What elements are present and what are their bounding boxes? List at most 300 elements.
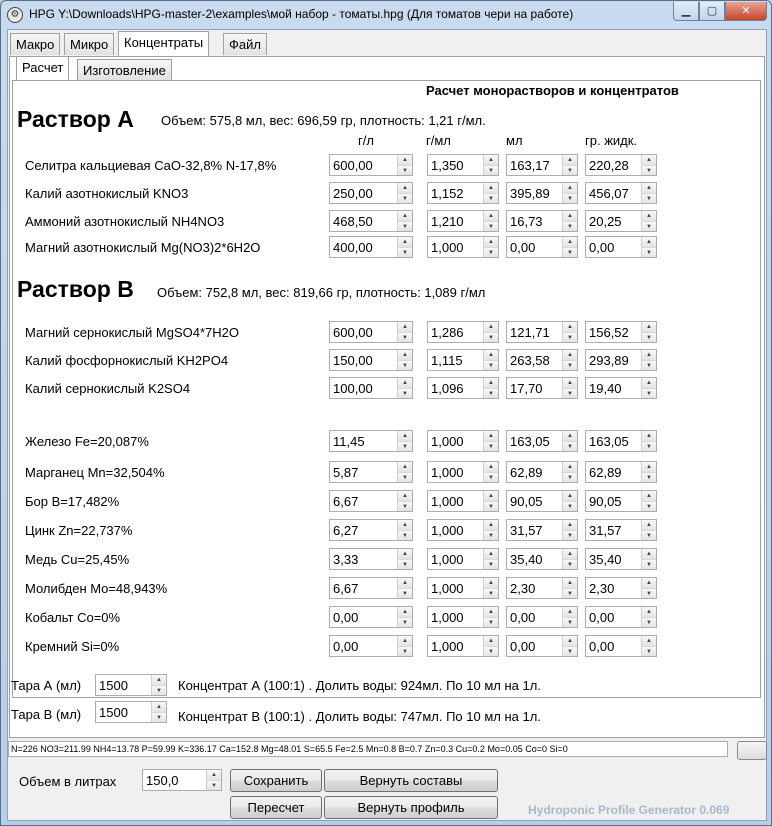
spinbox-g-ml[interactable] (427, 635, 499, 657)
spin-down-icon[interactable]: ▼ (562, 588, 577, 598)
spin-down-icon[interactable]: ▼ (151, 712, 166, 722)
value-input-g-l[interactable] (330, 491, 397, 511)
tara-b-spinbox[interactable] (95, 701, 167, 723)
spin-down-icon[interactable]: ▼ (562, 559, 577, 569)
value-input-liquid-gr[interactable] (586, 549, 641, 569)
value-input-g-ml[interactable] (428, 607, 483, 627)
spinbox-g-l[interactable] (329, 635, 413, 657)
spin-down-icon[interactable]: ▼ (483, 332, 498, 342)
spin-down-icon[interactable]: ▼ (483, 559, 498, 569)
spin-down-icon[interactable]: ▼ (151, 685, 166, 695)
spin-up-icon[interactable]: ▲ (641, 350, 656, 360)
spinbox-g-l[interactable] (329, 182, 413, 204)
volume-spinbox[interactable] (142, 769, 222, 791)
spin-up-icon[interactable]: ▲ (562, 431, 577, 441)
spinbox-g-l[interactable] (329, 430, 413, 452)
value-input-liquid-gr[interactable] (586, 378, 641, 398)
spinbox-g-l[interactable] (329, 236, 413, 258)
spinbox-liquid-gr[interactable] (585, 182, 657, 204)
spinbox-ml[interactable] (506, 321, 578, 343)
spinbox-g-ml[interactable] (427, 182, 499, 204)
spin-down-icon[interactable]: ▼ (641, 472, 656, 482)
spin-down-icon[interactable]: ▼ (483, 617, 498, 627)
spin-down-icon[interactable]: ▼ (562, 360, 577, 370)
value-input-g-ml[interactable] (428, 431, 483, 451)
spin-up-icon[interactable]: ▲ (151, 702, 166, 712)
spin-down-icon[interactable]: ▼ (562, 247, 577, 257)
spin-down-icon[interactable]: ▼ (397, 247, 412, 257)
reagent-label: Калий фосфорнокислый KH2PO4 (25, 353, 229, 368)
spin-up-icon[interactable]: ▲ (397, 549, 412, 559)
value-input-g-ml[interactable] (428, 578, 483, 598)
spin-up-icon[interactable]: ▲ (483, 491, 498, 501)
spin-down-icon[interactable]: ▼ (562, 193, 577, 203)
subtab-production[interactable]: Изготовление (77, 59, 172, 80)
spin-up-icon[interactable]: ▲ (641, 378, 656, 388)
spin-down-icon[interactable]: ▼ (562, 530, 577, 540)
value-input-g-l[interactable] (330, 549, 397, 569)
spin-up-icon[interactable]: ▲ (562, 520, 577, 530)
spinbox-g-ml[interactable] (427, 210, 499, 232)
spin-down-icon[interactable]: ▼ (397, 530, 412, 540)
spinbox-g-ml[interactable] (427, 236, 499, 258)
reagent-label: Аммоний азотнокислый NH4NO3 (25, 214, 225, 229)
spin-down-icon[interactable]: ▼ (397, 588, 412, 598)
spinbox-g-ml[interactable] (427, 430, 499, 452)
tab-macro[interactable]: Макро (10, 33, 60, 55)
value-input-g-ml[interactable] (428, 237, 483, 257)
value-input-ml[interactable] (507, 520, 562, 540)
spin-down-icon[interactable]: ▼ (562, 388, 577, 398)
spin-down-icon[interactable]: ▼ (397, 441, 412, 451)
value-input-g-l[interactable] (330, 350, 397, 370)
value-input-liquid-gr[interactable] (586, 350, 641, 370)
value-input-g-ml[interactable] (428, 183, 483, 203)
spinbox-g-ml[interactable] (427, 519, 499, 541)
solution-a-heading: Раствор А (17, 106, 134, 132)
spin-down-icon[interactable]: ▼ (641, 559, 656, 569)
spin-up-icon[interactable]: ▲ (483, 155, 498, 165)
spin-down-icon[interactable]: ▼ (483, 501, 498, 511)
close-button[interactable]: ✕ (725, 2, 767, 21)
spinbox-ml[interactable] (506, 349, 578, 371)
spinbox-g-l[interactable] (329, 154, 413, 176)
value-input-ml[interactable] (507, 350, 562, 370)
tara-a-label: Тара А (мл) (11, 678, 82, 693)
tab-concentrates[interactable]: Концентраты (118, 31, 209, 56)
spin-up-icon[interactable]: ▲ (397, 211, 412, 221)
spin-up-icon[interactable]: ▲ (641, 431, 656, 441)
value-input-g-ml[interactable] (428, 155, 483, 175)
minimize-button[interactable]: ▁ (673, 2, 699, 21)
value-input-g-ml[interactable] (428, 378, 483, 398)
spinbox-g-l[interactable] (329, 210, 413, 232)
app-icon: ⚙ (7, 7, 23, 23)
spin-up-icon[interactable]: ▲ (397, 520, 412, 530)
spinbox-g-ml[interactable] (427, 548, 499, 570)
reagent-label: Цинк Zn=22,737% (25, 523, 133, 538)
spin-down-icon[interactable]: ▼ (397, 332, 412, 342)
spin-up-icon[interactable]: ▲ (483, 350, 498, 360)
spinbox-g-l[interactable] (329, 490, 413, 512)
value-input-g-l[interactable] (330, 237, 397, 257)
save-button[interactable]: Сохранить (230, 769, 322, 792)
spin-up-icon[interactable]: ▲ (641, 549, 656, 559)
spin-down-icon[interactable]: ▼ (562, 332, 577, 342)
value-input-ml[interactable] (507, 431, 562, 451)
spin-down-icon[interactable]: ▼ (206, 780, 221, 790)
spin-up-icon[interactable]: ▲ (397, 462, 412, 472)
spin-up-icon[interactable]: ▲ (397, 322, 412, 332)
spinbox-liquid-gr[interactable] (585, 430, 657, 452)
column-header-g-ml: г/мл (426, 133, 451, 148)
spin-up-icon[interactable]: ▲ (397, 431, 412, 441)
spin-down-icon[interactable]: ▼ (641, 247, 656, 257)
value-input-liquid-gr[interactable] (586, 155, 641, 175)
spin-down-icon[interactable]: ▼ (562, 501, 577, 511)
reagent-label: Медь Cu=25,45% (25, 552, 130, 567)
spin-down-icon[interactable]: ▼ (483, 472, 498, 482)
value-input-liquid-gr[interactable] (586, 322, 641, 342)
spin-up-icon[interactable]: ▲ (397, 183, 412, 193)
spinbox-g-l[interactable] (329, 577, 413, 599)
spin-up-icon[interactable]: ▲ (562, 378, 577, 388)
spinbox-ml[interactable] (506, 548, 578, 570)
value-input-liquid-gr[interactable] (586, 462, 641, 482)
spin-up-icon[interactable]: ▲ (483, 549, 498, 559)
restore-composition-button[interactable]: Вернуть составы (324, 769, 498, 792)
spin-down-icon[interactable]: ▼ (641, 588, 656, 598)
spin-up-icon[interactable]: ▲ (206, 770, 221, 780)
value-input-g-l[interactable] (330, 378, 397, 398)
spin-up-icon[interactable]: ▲ (562, 578, 577, 588)
tara-a-spinbox[interactable] (95, 674, 167, 696)
value-input-g-ml[interactable] (428, 520, 483, 540)
tara-b-input[interactable] (96, 702, 151, 722)
value-input-ml[interactable] (507, 155, 562, 175)
value-input-liquid-gr[interactable] (586, 183, 641, 203)
reagent-label: Селитра кальциевая CaO-32,8% N-17,8% (25, 158, 277, 173)
value-input-g-l[interactable] (330, 607, 397, 627)
spinbox-liquid-gr[interactable] (585, 377, 657, 399)
spin-down-icon[interactable]: ▼ (397, 501, 412, 511)
spin-down-icon[interactable]: ▼ (483, 247, 498, 257)
reagent-label: Марганец Mn=32,504% (25, 465, 165, 480)
spin-up-icon[interactable]: ▲ (397, 636, 412, 646)
recalculate-button[interactable]: Пересчет (230, 796, 322, 819)
reagent-label: Магний сернокислый MgSO4*7H2O (25, 325, 239, 340)
value-input-g-l[interactable] (330, 211, 397, 231)
window-title: HPG Y:\Downloads\HPG-master-2\examples\мой набор - томаты.hpg (Для томатов чери на работе) (29, 7, 574, 21)
spin-down-icon[interactable]: ▼ (562, 441, 577, 451)
volume-label: Объем в литрах (19, 774, 117, 789)
spinbox-liquid-gr[interactable] (585, 635, 657, 657)
spin-up-icon[interactable]: ▲ (641, 636, 656, 646)
summary-button[interactable] (737, 741, 767, 760)
spin-up-icon[interactable]: ▲ (397, 607, 412, 617)
spinbox-g-ml[interactable] (427, 490, 499, 512)
spinbox-ml[interactable] (506, 490, 578, 512)
spin-up-icon[interactable]: ▲ (562, 237, 577, 247)
value-input-g-ml[interactable] (428, 322, 483, 342)
spinbox-liquid-gr[interactable] (585, 349, 657, 371)
spin-down-icon[interactable]: ▼ (397, 193, 412, 203)
spin-down-icon[interactable]: ▼ (483, 360, 498, 370)
spinbox-liquid-gr[interactable] (585, 548, 657, 570)
panel-title: Расчет монорастворов и концентратов (426, 83, 679, 98)
spin-up-icon[interactable]: ▲ (483, 636, 498, 646)
value-input-g-ml[interactable] (428, 549, 483, 569)
spin-up-icon[interactable]: ▲ (562, 636, 577, 646)
value-input-g-ml[interactable] (428, 350, 483, 370)
value-input-g-l[interactable] (330, 183, 397, 203)
value-input-liquid-gr[interactable] (586, 578, 641, 598)
spin-up-icon[interactable]: ▲ (641, 520, 656, 530)
spin-down-icon[interactable]: ▼ (483, 530, 498, 540)
value-input-ml[interactable] (507, 211, 562, 231)
spin-up-icon[interactable]: ▲ (483, 237, 498, 247)
value-input-g-l[interactable] (330, 431, 397, 451)
spin-up-icon[interactable]: ▲ (483, 322, 498, 332)
spinbox-ml[interactable] (506, 577, 578, 599)
value-input-ml[interactable] (507, 607, 562, 627)
spin-down-icon[interactable]: ▼ (562, 472, 577, 482)
spinbox-g-l[interactable] (329, 548, 413, 570)
spinbox-ml[interactable] (506, 606, 578, 628)
value-input-ml[interactable] (507, 378, 562, 398)
spin-up-icon[interactable]: ▲ (641, 462, 656, 472)
spinbox-g-ml[interactable] (427, 154, 499, 176)
spin-down-icon[interactable]: ▼ (483, 165, 498, 175)
value-input-g-ml[interactable] (428, 211, 483, 231)
reagent-label: Магний азотнокислый Mg(NO3)2*6H2O (25, 240, 261, 255)
spinbox-liquid-gr[interactable] (585, 490, 657, 512)
value-input-liquid-gr[interactable] (586, 211, 641, 231)
spinbox-ml[interactable] (506, 430, 578, 452)
spin-up-icon[interactable]: ▲ (397, 237, 412, 247)
value-input-ml[interactable] (507, 462, 562, 482)
spin-up-icon[interactable]: ▲ (562, 607, 577, 617)
spin-down-icon[interactable]: ▼ (562, 617, 577, 627)
reagent-label: Бор B=17,482% (25, 494, 120, 509)
solution-a-info: Объем: 575,8 мл, вес: 696,59 гр, плотность: 1,21 г/мл. (161, 113, 486, 128)
spin-down-icon[interactable]: ▼ (562, 221, 577, 231)
spinbox-liquid-gr[interactable] (585, 210, 657, 232)
spin-up-icon[interactable]: ▲ (483, 520, 498, 530)
tab-file[interactable]: Файл (223, 33, 267, 55)
spinbox-g-ml[interactable] (427, 377, 499, 399)
spin-down-icon[interactable]: ▼ (483, 388, 498, 398)
tara-a-input[interactable] (96, 675, 151, 695)
spin-down-icon[interactable]: ▼ (483, 646, 498, 656)
value-input-liquid-gr[interactable] (586, 431, 641, 451)
spinbox-liquid-gr[interactable] (585, 154, 657, 176)
spin-up-icon[interactable]: ▲ (641, 183, 656, 193)
spin-down-icon[interactable]: ▼ (641, 646, 656, 656)
spin-up-icon[interactable]: ▲ (641, 322, 656, 332)
spin-down-icon[interactable]: ▼ (641, 388, 656, 398)
nutrient-summary-field[interactable]: N=226 NO3=211.99 NH4=13.78 P=59.99 K=336.17 Ca=152.8 Mg=48.01 S=65.5 Fe=2.5 Mn=0.8 B=0.7 Zn=0.3 Cu=0.2 Mo=0.05 Co=0 Si=0 (8, 741, 728, 757)
spin-down-icon[interactable]: ▼ (483, 193, 498, 203)
column-header-liquid-gr: гр. жидк. (585, 133, 638, 148)
spinbox-ml[interactable] (506, 154, 578, 176)
spin-up-icon[interactable]: ▲ (641, 211, 656, 221)
brand-label: Hydroponic Profile Generator 0.069 (528, 803, 730, 817)
spin-up-icon[interactable]: ▲ (641, 155, 656, 165)
spin-down-icon[interactable]: ▼ (397, 617, 412, 627)
value-input-g-ml[interactable] (428, 491, 483, 511)
spinbox-ml[interactable] (506, 461, 578, 483)
spinbox-ml[interactable] (506, 182, 578, 204)
spin-down-icon[interactable]: ▼ (397, 221, 412, 231)
value-input-g-l[interactable] (330, 578, 397, 598)
spinbox-ml[interactable] (506, 236, 578, 258)
spin-up-icon[interactable]: ▲ (397, 350, 412, 360)
value-input-ml[interactable] (507, 549, 562, 569)
spin-down-icon[interactable]: ▼ (641, 193, 656, 203)
spinbox-g-l[interactable] (329, 519, 413, 541)
tara-b-label: Тара В (мл) (11, 707, 82, 722)
reagent-label: Калий азотнокислый KNO3 (25, 186, 189, 201)
spin-down-icon[interactable]: ▼ (397, 165, 412, 175)
concentrate-b-info: Концентрат В (100:1) . Долить воды: 747мл. По 10 мл на 1л. (178, 709, 541, 724)
spin-down-icon[interactable]: ▼ (483, 221, 498, 231)
value-input-ml[interactable] (507, 183, 562, 203)
spin-down-icon[interactable]: ▼ (397, 559, 412, 569)
spinbox-liquid-gr[interactable] (585, 606, 657, 628)
value-input-g-l[interactable] (330, 520, 397, 540)
spin-up-icon[interactable]: ▲ (562, 491, 577, 501)
spin-up-icon[interactable]: ▲ (483, 211, 498, 221)
spin-down-icon[interactable]: ▼ (641, 530, 656, 540)
value-input-ml[interactable] (507, 636, 562, 656)
spin-down-icon[interactable]: ▼ (397, 388, 412, 398)
spin-down-icon[interactable]: ▼ (562, 165, 577, 175)
spin-up-icon[interactable]: ▲ (397, 578, 412, 588)
spin-down-icon[interactable]: ▼ (397, 646, 412, 656)
spin-up-icon[interactable]: ▲ (641, 237, 656, 247)
spinbox-ml[interactable] (506, 210, 578, 232)
reagent-label: Кремний Si=0% (25, 639, 120, 654)
value-input-g-l[interactable] (330, 462, 397, 482)
maximize-button[interactable]: ▢ (699, 2, 725, 21)
spinbox-ml[interactable] (506, 519, 578, 541)
solution-b-info: Объем: 752,8 мл, вес: 819,66 гр, плотность: 1,089 г/мл (157, 285, 486, 300)
spin-down-icon[interactable]: ▼ (641, 360, 656, 370)
spinbox-liquid-gr[interactable] (585, 577, 657, 599)
column-header-ml: мл (506, 133, 523, 148)
spin-up-icon[interactable]: ▲ (483, 378, 498, 388)
spin-down-icon[interactable]: ▼ (641, 221, 656, 231)
spin-up-icon[interactable]: ▲ (641, 578, 656, 588)
spin-up-icon[interactable]: ▲ (562, 322, 577, 332)
spinbox-g-l[interactable] (329, 377, 413, 399)
spin-up-icon[interactable]: ▲ (641, 491, 656, 501)
value-input-g-l[interactable] (330, 636, 397, 656)
spinbox-g-ml[interactable] (427, 606, 499, 628)
spin-up-icon[interactable]: ▲ (483, 607, 498, 617)
spinbox-g-l[interactable] (329, 349, 413, 371)
spinbox-g-ml[interactable] (427, 349, 499, 371)
spin-up-icon[interactable]: ▲ (483, 431, 498, 441)
spin-up-icon[interactable]: ▲ (483, 578, 498, 588)
spinbox-g-l[interactable] (329, 606, 413, 628)
value-input-g-ml[interactable] (428, 462, 483, 482)
spinbox-ml[interactable] (506, 377, 578, 399)
spin-up-icon[interactable]: ▲ (397, 155, 412, 165)
spinbox-g-ml[interactable] (427, 577, 499, 599)
spinbox-g-ml[interactable] (427, 461, 499, 483)
spin-up-icon[interactable]: ▲ (562, 462, 577, 472)
spinbox-ml[interactable] (506, 635, 578, 657)
value-input-ml[interactable] (507, 491, 562, 511)
reagent-label: Железо Fe=20,087% (25, 434, 149, 449)
value-input-g-ml[interactable] (428, 636, 483, 656)
spin-up-icon[interactable]: ▲ (562, 350, 577, 360)
column-header-g-l: г/л (358, 133, 374, 148)
spinbox-g-ml[interactable] (427, 321, 499, 343)
spin-down-icon[interactable]: ▼ (641, 441, 656, 451)
spin-up-icon[interactable]: ▲ (397, 378, 412, 388)
spin-up-icon[interactable]: ▲ (562, 211, 577, 221)
restore-profile-button[interactable]: Вернуть профиль (324, 796, 498, 819)
spin-down-icon[interactable]: ▼ (483, 441, 498, 451)
value-input-ml[interactable] (507, 578, 562, 598)
value-input-liquid-gr[interactable] (586, 520, 641, 540)
value-input-g-l[interactable] (330, 155, 397, 175)
spinbox-liquid-gr[interactable] (585, 321, 657, 343)
reagent-label: Молибден Mo=48,943% (25, 581, 168, 596)
tab-micro[interactable]: Микро (64, 33, 114, 55)
value-input-ml[interactable] (507, 322, 562, 342)
spin-down-icon[interactable]: ▼ (483, 588, 498, 598)
spin-down-icon[interactable]: ▼ (641, 165, 656, 175)
spinbox-liquid-gr[interactable] (585, 236, 657, 258)
spin-down-icon[interactable]: ▼ (641, 332, 656, 342)
value-input-ml[interactable] (507, 237, 562, 257)
volume-input[interactable] (143, 770, 206, 790)
spin-up-icon[interactable]: ▲ (562, 549, 577, 559)
spin-up-icon[interactable]: ▲ (562, 183, 577, 193)
spin-down-icon[interactable]: ▼ (641, 501, 656, 511)
value-input-liquid-gr[interactable] (586, 491, 641, 511)
title-bar (1, 1, 771, 29)
spin-down-icon[interactable]: ▼ (641, 617, 656, 627)
solution-b-heading: Раствор В (17, 276, 134, 302)
spin-down-icon[interactable]: ▼ (397, 360, 412, 370)
spinbox-g-l[interactable] (329, 321, 413, 343)
spin-up-icon[interactable]: ▲ (641, 607, 656, 617)
spin-up-icon[interactable]: ▲ (483, 462, 498, 472)
client-area (7, 29, 767, 821)
spin-up-icon[interactable]: ▲ (562, 155, 577, 165)
spin-up-icon[interactable]: ▲ (397, 491, 412, 501)
subtab-calculation[interactable]: Расчет (16, 56, 69, 80)
spinbox-g-l[interactable] (329, 461, 413, 483)
spinbox-liquid-gr[interactable] (585, 519, 657, 541)
spin-down-icon[interactable]: ▼ (562, 646, 577, 656)
value-input-liquid-gr[interactable] (586, 607, 641, 627)
spin-down-icon[interactable]: ▼ (397, 472, 412, 482)
reagent-label: Кобальт Co=0% (25, 610, 121, 625)
value-input-liquid-gr[interactable] (586, 636, 641, 656)
spin-up-icon[interactable]: ▲ (483, 183, 498, 193)
spinbox-liquid-gr[interactable] (585, 461, 657, 483)
value-input-liquid-gr[interactable] (586, 237, 641, 257)
concentrate-a-info: Концентрат А (100:1) . Долить воды: 924мл. По 10 мл на 1л. (178, 678, 541, 693)
value-input-g-l[interactable] (330, 322, 397, 342)
spin-up-icon[interactable]: ▲ (151, 675, 166, 685)
